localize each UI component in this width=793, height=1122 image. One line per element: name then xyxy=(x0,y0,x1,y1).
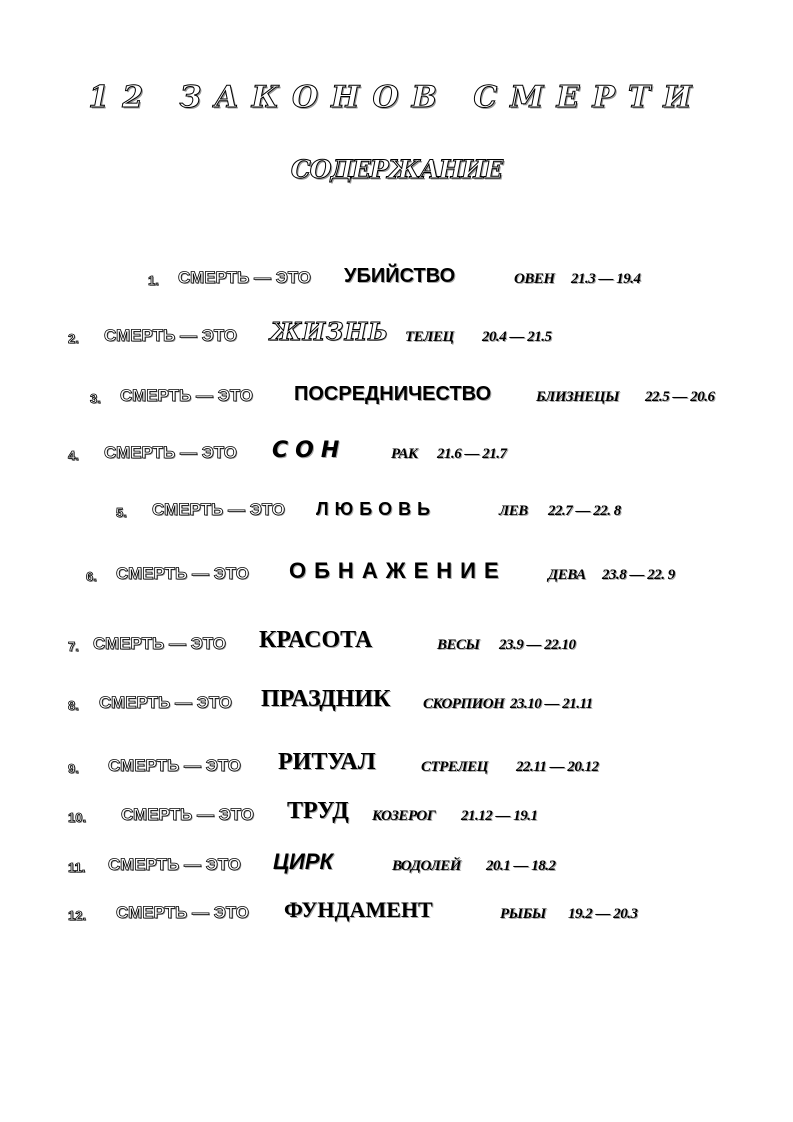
entry-word: ЖИЗНЬ xyxy=(270,317,389,346)
zodiac-dates: 20.4 — 21.5 xyxy=(482,329,552,345)
entry-number: 5. xyxy=(116,505,127,520)
zodiac-sign: ВЕСЫ xyxy=(437,637,480,653)
entry-word: РИТУАЛ xyxy=(278,749,376,775)
document-title: 12 ЗАКОНОВ СМЕРТИ xyxy=(88,80,705,115)
entry-phrase: СМЕРТЬ — ЭТО xyxy=(99,693,232,712)
contents-entry-10 xyxy=(0,799,793,829)
zodiac-sign: ОВЕН xyxy=(514,271,555,287)
entry-number: 8. xyxy=(68,698,79,713)
zodiac-dates: 23.9 — 22.10 xyxy=(499,637,576,653)
entry-phrase: СМЕРТЬ — ЭТО xyxy=(152,500,285,519)
zodiac-sign: СТРЕЛЕЦ xyxy=(421,759,488,775)
contents-entry-11 xyxy=(0,849,793,879)
entry-phrase: СМЕРТЬ — ЭТО xyxy=(178,268,311,287)
zodiac-sign: ТЕЛЕЦ xyxy=(405,329,454,345)
entry-number: 2. xyxy=(68,331,79,346)
entry-word: ПОСРЕДНИЧЕСТВО xyxy=(294,383,492,405)
zodiac-dates: 22.7 — 22. 8 xyxy=(548,503,621,519)
zodiac-sign: РЫБЫ xyxy=(500,906,546,922)
zodiac-dates: 22.11 — 20.12 xyxy=(516,759,599,775)
contents-entry-4 xyxy=(0,437,793,467)
contents-entry-12 xyxy=(0,897,793,927)
contents-entry-2 xyxy=(0,317,793,350)
contents-entry-1 xyxy=(0,262,793,292)
entry-number: 4. xyxy=(68,448,79,463)
zodiac-dates: 20.1 — 18.2 xyxy=(486,858,556,874)
zodiac-sign: ЛЕВ xyxy=(499,503,528,519)
entry-word: УБИЙСТВО xyxy=(344,265,456,287)
zodiac-sign: БЛИЗНЕЦЫ xyxy=(536,389,619,405)
contents-entry-8 xyxy=(0,687,793,717)
entry-number: 6. xyxy=(86,569,97,584)
zodiac-dates: 21.3 — 19.4 xyxy=(571,271,641,287)
zodiac-dates: 23.10 — 21.11 xyxy=(510,696,593,712)
contents-heading: СОДЕРЖАНИЕ xyxy=(290,155,503,184)
zodiac-sign: КОЗЕРОГ xyxy=(372,808,436,824)
zodiac-sign: ВОДОЛЕЙ xyxy=(392,858,461,874)
contents-entry-3 xyxy=(0,380,793,410)
zodiac-sign: РАК xyxy=(391,446,418,462)
entry-word: ОБНАЖЕНИЕ xyxy=(289,558,507,583)
contents-entry-5 xyxy=(0,494,793,524)
entry-number: 10. xyxy=(68,810,87,825)
zodiac-sign: ДЕВА xyxy=(548,567,586,583)
zodiac-dates: 21.12 — 19.1 xyxy=(461,808,538,824)
entry-phrase: СМЕРТЬ — ЭТО xyxy=(108,855,241,874)
contents-entry-6 xyxy=(0,558,793,588)
entry-phrase: СМЕРТЬ — ЭТО xyxy=(108,756,241,775)
zodiac-dates: 22.5 — 20.6 xyxy=(645,389,715,405)
entry-phrase: СМЕРТЬ — ЭТО xyxy=(116,903,249,922)
entry-number: 12. xyxy=(68,908,87,923)
entry-word: СОН xyxy=(272,438,347,463)
contents-entry-7 xyxy=(0,628,793,658)
entry-number: 7. xyxy=(68,639,79,654)
entry-word: ЛЮБОВЬ xyxy=(316,499,437,519)
entry-number: 9. xyxy=(68,761,79,776)
entry-word: ЦИРК xyxy=(273,849,334,874)
zodiac-dates: 23.8 — 22. 9 xyxy=(602,567,675,583)
entry-phrase: СМЕРТЬ — ЭТО xyxy=(93,634,226,653)
zodiac-dates: 19.2 — 20.3 xyxy=(568,906,638,922)
entry-phrase: СМЕРТЬ — ЭТО xyxy=(121,805,254,824)
entry-phrase: СМЕРТЬ — ЭТО xyxy=(116,564,249,583)
entry-phrase: СМЕРТЬ — ЭТО xyxy=(104,326,237,345)
zodiac-dates: 21.6 — 21.7 xyxy=(437,446,507,462)
entry-number: 1. xyxy=(148,273,159,288)
zodiac-sign: СКОРПИОН xyxy=(423,696,505,712)
entry-number: 11. xyxy=(68,860,86,875)
entry-word: ФУНДАМЕНТ xyxy=(284,897,433,922)
entry-number: 3. xyxy=(90,391,101,406)
entry-phrase: СМЕРТЬ — ЭТО xyxy=(104,443,237,462)
entry-word: ПРАЗДНИК xyxy=(261,686,391,712)
entry-word: ТРУД xyxy=(287,798,349,824)
contents-entry-9 xyxy=(0,750,793,780)
entry-word: КРАСОТА xyxy=(259,627,373,653)
entry-phrase: СМЕРТЬ — ЭТО xyxy=(120,386,253,405)
